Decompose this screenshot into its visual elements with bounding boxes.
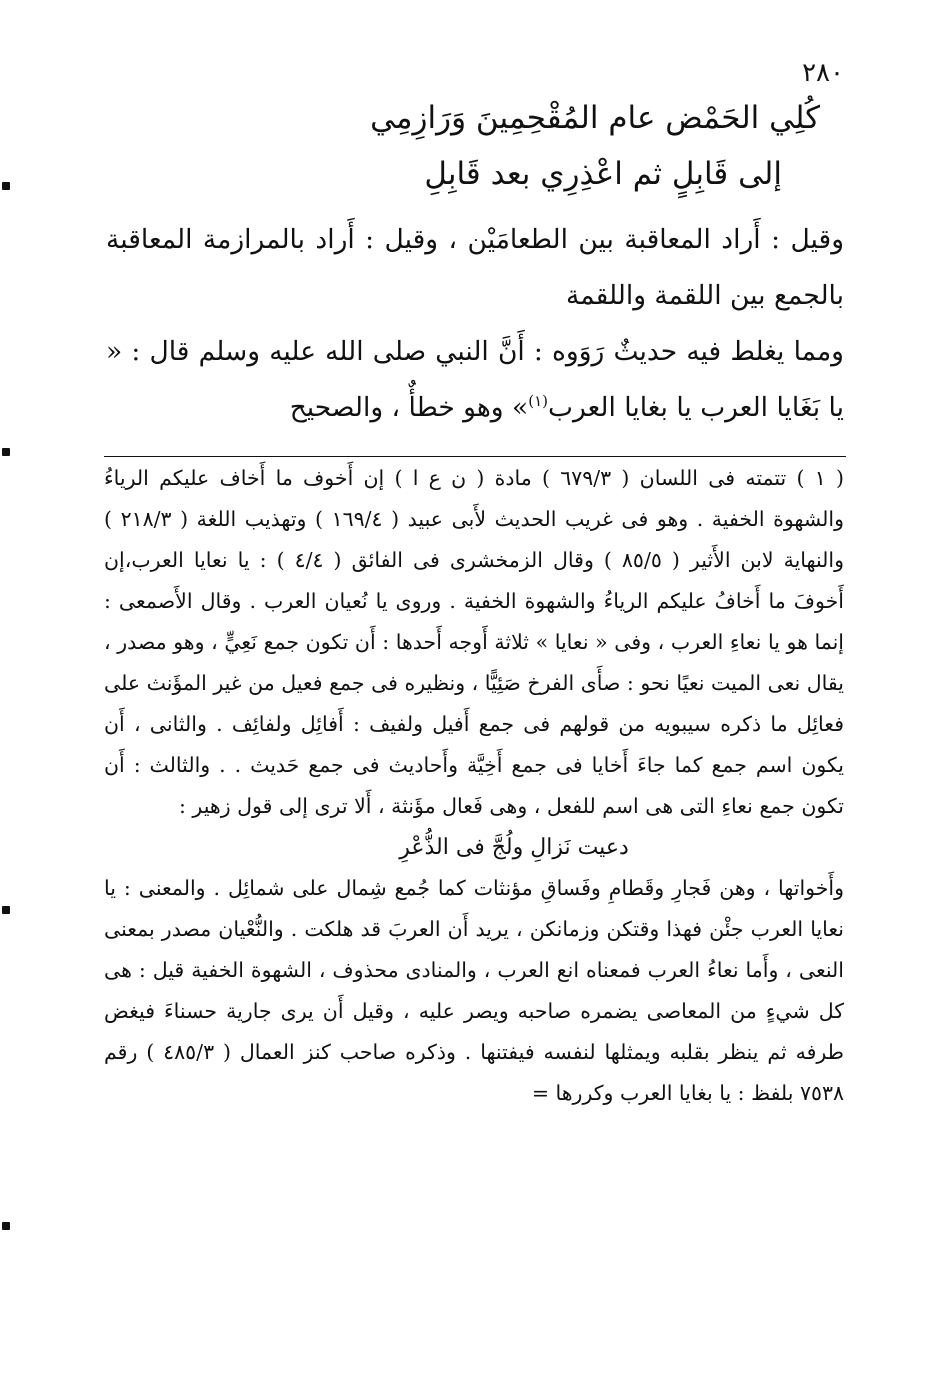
poem-line: دعيت نَزالِ ولُجَّ فى الذُّعْرِ xyxy=(399,835,629,860)
main-paragraph-2 xyxy=(106,324,844,436)
hadith-intro: ومما يغلط فيه حديثٌ رَوَوه : أَنَّ النبي صلى الله عليه وسلم قال : xyxy=(131,336,844,367)
footnotes xyxy=(104,458,844,1114)
verse-line-2: إلى قَابِلٍ ثم اعْذِرِي بعد قَابِلِ xyxy=(424,156,782,192)
quote-close: » xyxy=(512,392,529,423)
main-text xyxy=(106,212,844,436)
page-number: ٢٨٠ xyxy=(802,58,844,88)
footnote-separator xyxy=(104,456,846,457)
footnote-reference: (١) xyxy=(528,392,549,411)
footnote-paragraph-1: ( ١ ) تتمته فى اللسان ( ٦٧٩/٣ ) مادة ( ن ع ا ) إن أَخوف ما أَخاف عليكم الرياءُ والشهوة الخفية . وهو فى غريب الحديث لأَبى عبيد ( ١٦٩/٤ ) وتهذيب اللغة ( ٢١٨/٣ ) والنهاية لابن الأَثير ( ٨٥/٥ ) وقال الزمخشرى فى الفائق ( ٤/٤ ) : يا نعايا العرب،إن أَخوفَ ما أَخافُ عليكم الرياءُ والشهوة الخفية . وروى يا نُعيان العرب . وقال الأَصمعى : إنما هو يا نعاءِ العرب ، وفى « نعايا » ثلاثة أَوجه أَحدها : أَن تكون جمع نَعِيٍّ ، وهو مصدر ، يقال نعى الميت نعيًا نحو : صأَى الفرخ صَئِيًّا ، ونظيره فى جمع فعيل من غير المؤَنث على فعائِل ما ذكره سيبويه من قولهم فى جمع أَفيل ولفيف : أَفائِل ولفائِف . والثانى ، أَن يكون اسم جمع كما جاءَ أَخايا فى جمع أَخِيَّة وأَحاديث فى جمع حَديث . . والثالث : أَن تكون جمع نعاءِ التى هى اسم للفعل ، وهى فَعال مؤَنثة ، أَلا ترى إلى قول زهير : xyxy=(104,466,845,818)
margin-mark xyxy=(2,1222,10,1230)
margin-mark xyxy=(2,448,10,456)
hadith-quote: « يا بَغَايا العرب يا بغايا العرب xyxy=(106,336,844,423)
verse-line-1: كُلِي الحَمْض عام المُقْحِمِينَ وَرَازِمِي xyxy=(370,100,820,136)
after-quote-text: وهو خطأٌ ، والصحيح xyxy=(289,392,504,423)
margin-mark xyxy=(2,906,10,914)
margin-mark xyxy=(2,182,10,190)
main-paragraph-1: وقيل : أَراد المعاقبة بين الطعامَيْن ، وقيل : أَراد بالمرازمة المعاقبة بالجمع بين اللقمة واللقمة xyxy=(106,224,844,311)
footnote-paragraph-2: وأَخواتها ، وهن فَجارِ وقَطامِ وفَساقِ مؤنثات كما جُمع شِمال على شمائِل . والمعنى : يا نعايا العرب جئْن فهذا وقتكن وزمانكن ، يريد أَن العربَ قد هلكت . والنُّعْيان مصدر بمعنى النعى ، وأَما نعاءُ العرب فمعناه انع العرب ، والمنادى محذوف ، الشهوة الخفية قيل : هى كل شيءٍ من المعاصى يضمره صاحبه ويصر عليه ، وقيل أَن يرى جارية حسناءَ فيغض طرفه ثم ينظر بقلبه ويمثلها لنفسه فيفتنها . وذكره صاحب كنز العمال ( ٤٨٥/٣ ) رقم ٧٥٣٨ بلفظ : يا بغايا العرب وكررها = xyxy=(104,876,844,1105)
